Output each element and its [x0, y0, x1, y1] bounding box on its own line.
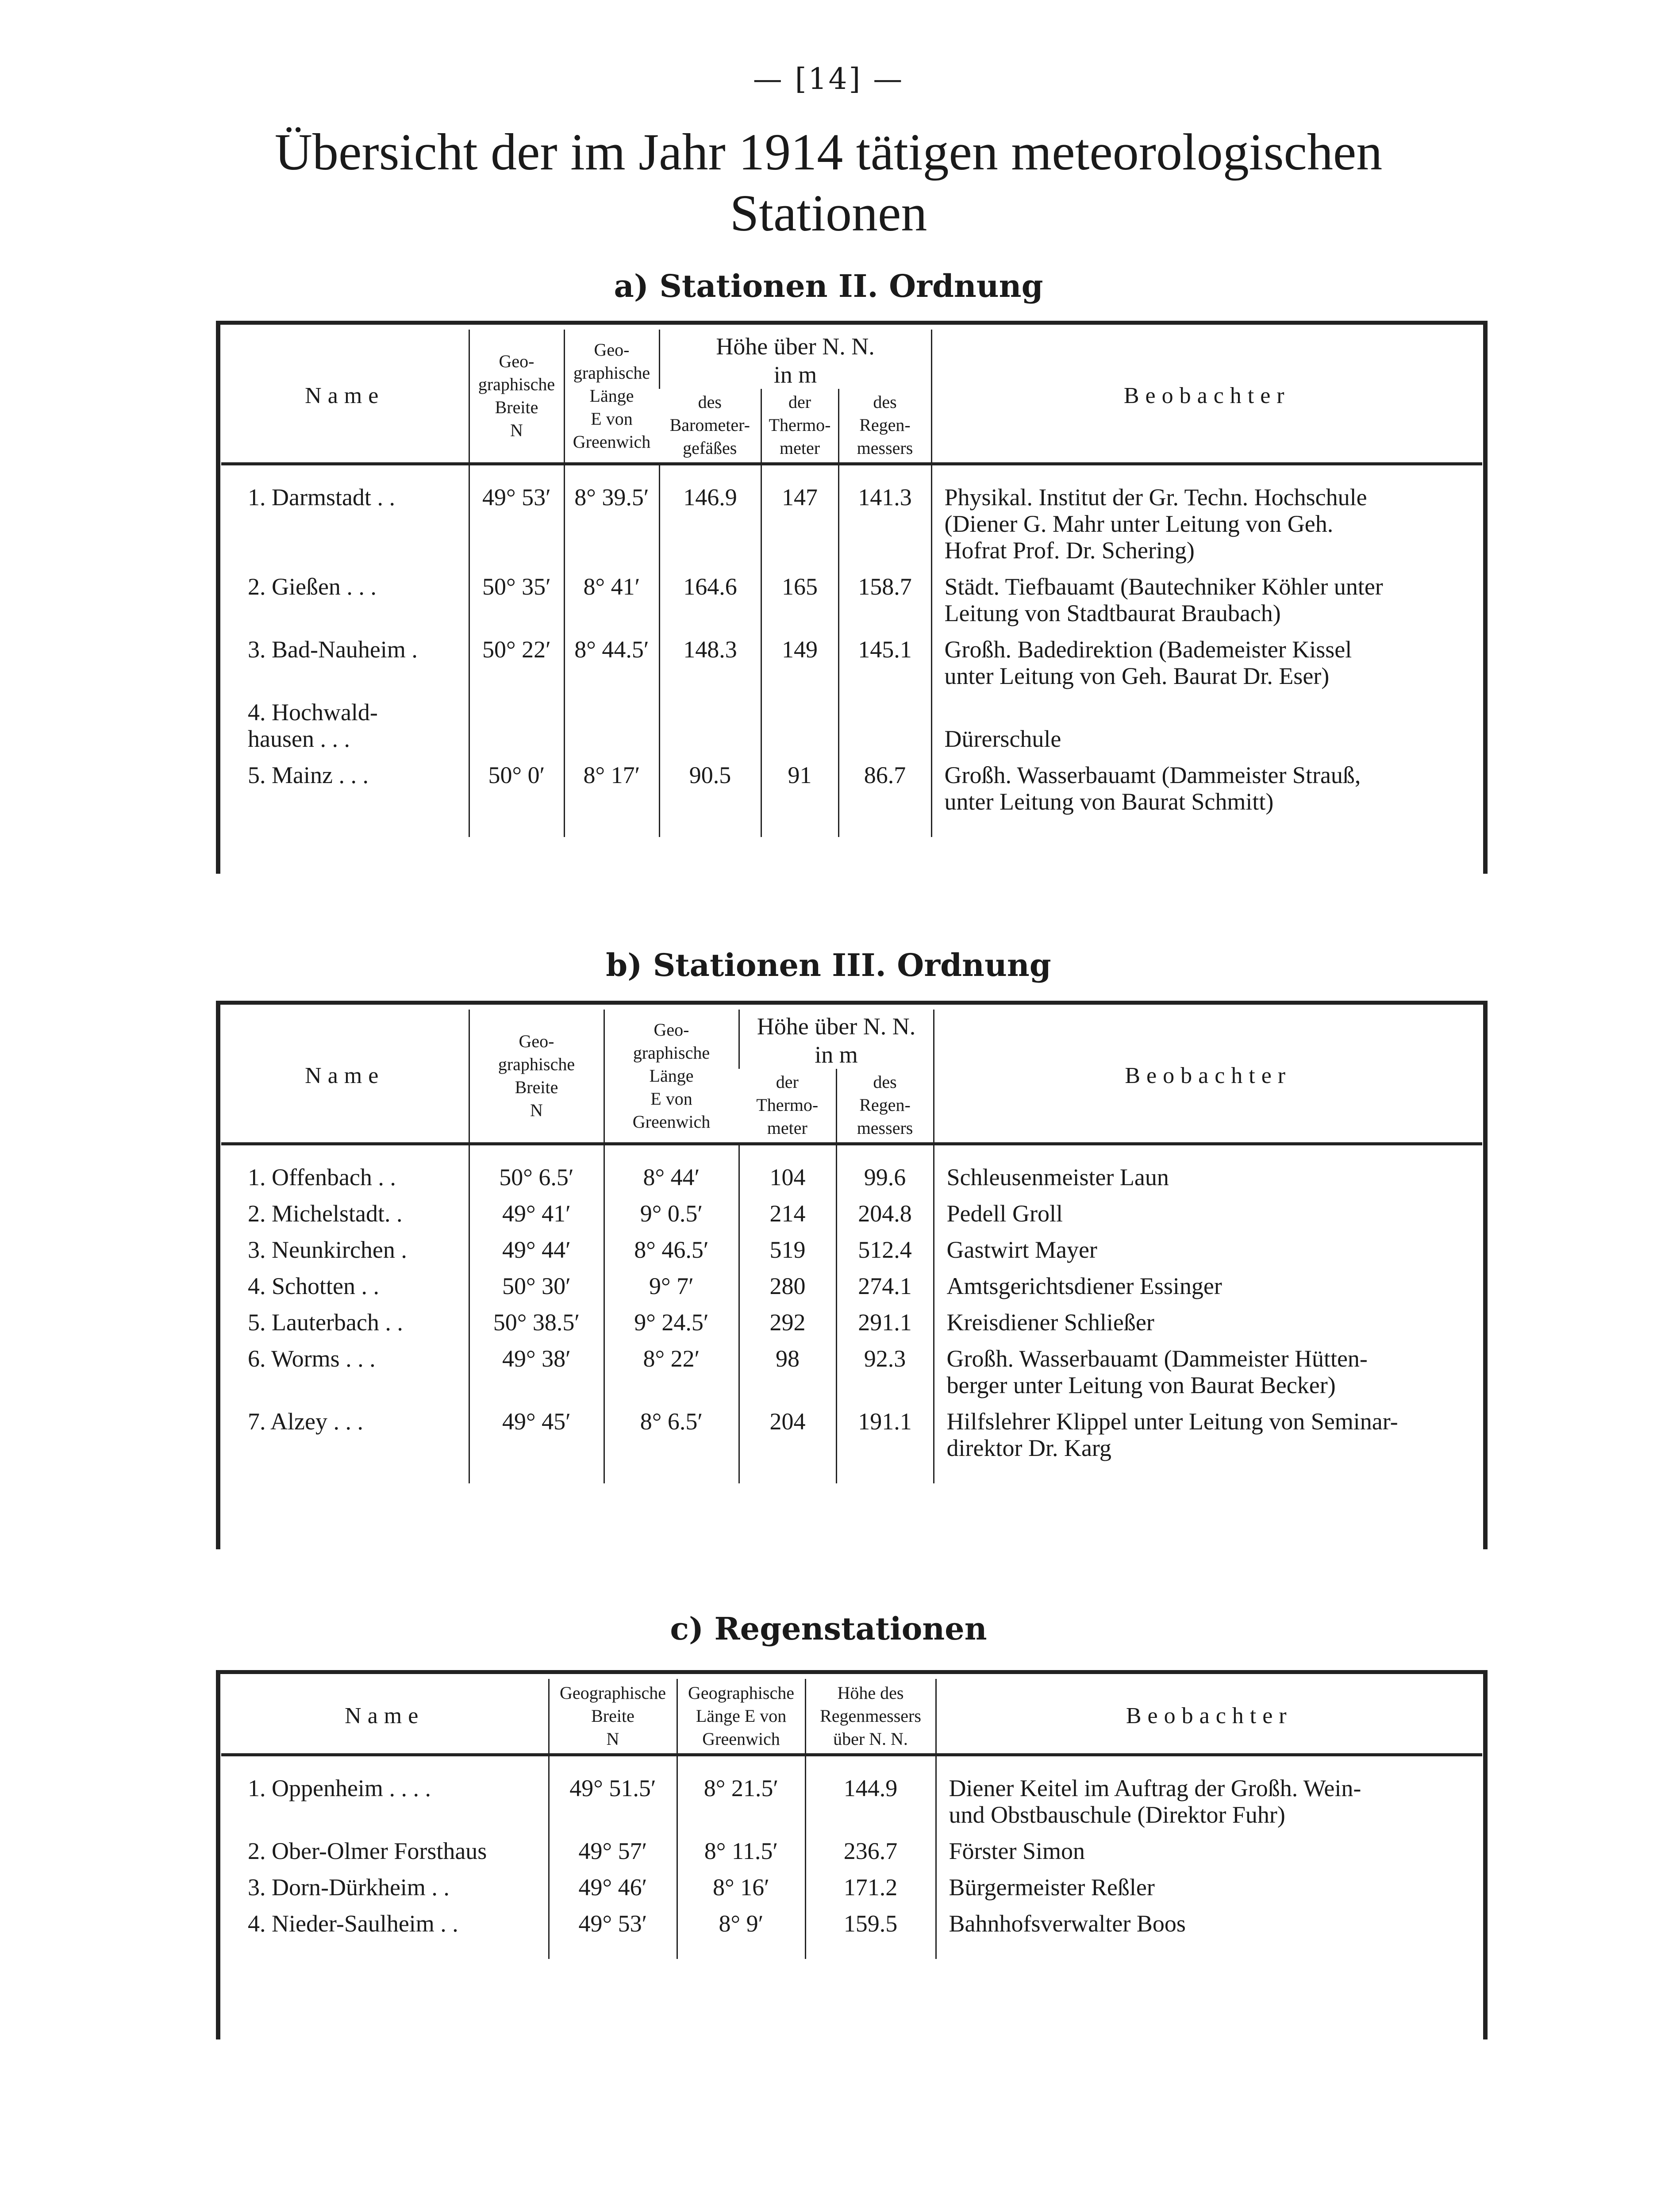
header-name: Name [221, 330, 469, 464]
header-breite: Geo- graphische Breite N [469, 330, 564, 464]
cell-thermo: 204 [739, 1403, 836, 1466]
cell-name: 1. Offenbach . . [248, 1164, 396, 1190]
section-b-rows [221, 1144, 1482, 1484]
cell-name: 4. Schotten . . [248, 1273, 379, 1299]
cell-laenge: 8° 21.5′ [677, 1770, 805, 1832]
header-beobachter: Beobachter [931, 330, 1482, 464]
header-beobachter: Beobachter [934, 1010, 1482, 1144]
cell-name: 2. Gießen . . . [248, 573, 377, 600]
header-thermometer: der Thermo- meter [739, 1069, 836, 1144]
cell-thermo: 292 [739, 1304, 836, 1340]
spacer-row [221, 464, 1482, 479]
cell-laenge: 8° 9′ [677, 1905, 805, 1941]
cell-regen: 158.7 [838, 568, 931, 631]
station-row [221, 1267, 1482, 1304]
section-a-left-rule [216, 321, 220, 874]
cell-name: 2. Ober-Olmer Forsthaus [248, 1838, 487, 1864]
tail-row [221, 819, 1482, 837]
section-b-title: b) Stationen III. Ordnung [606, 947, 1051, 983]
station-row [221, 1403, 1482, 1466]
cell-thermo: 147 [761, 479, 838, 568]
cell-laenge [564, 694, 659, 757]
cell-name: 7. Alzey . . . [248, 1408, 363, 1435]
cell-thermo: 519 [739, 1231, 836, 1267]
cell-baro: 90.5 [659, 757, 761, 819]
cell-thermo: 280 [739, 1267, 836, 1304]
cell-breite: 49° 53′ [469, 479, 564, 568]
cell-laenge: 8° 11.5′ [677, 1832, 805, 1869]
section-c-left-rule [216, 1670, 220, 2039]
cell-breite [469, 694, 564, 757]
cell-name: 3. Neunkirchen . [248, 1237, 407, 1263]
cell-thermo: 91 [761, 757, 838, 819]
cell-beobachter: Amtsgerichtsdiener Essinger [934, 1267, 1482, 1304]
header-name: Name [221, 1010, 469, 1144]
station-row [221, 1832, 1482, 1869]
cell-laenge: 8° 22′ [604, 1340, 739, 1403]
cell-breite: 50° 6.5′ [469, 1159, 604, 1195]
cell-breite: 49° 53′ [549, 1905, 677, 1941]
station-row [221, 1869, 1482, 1905]
header-hoehe: Höhe über N. N. in m [739, 1010, 934, 1069]
section-b-table [221, 1010, 1482, 1483]
station-row [221, 1304, 1482, 1340]
section-b-left-rule [216, 1001, 220, 1549]
cell-breite: 49° 57′ [549, 1832, 677, 1869]
section-c-rows [221, 1755, 1482, 1959]
cell-beobachter: Großh. Wasserbauamt (Dammeister Strauß, unter Leitung von Baurat Schmitt) [931, 757, 1482, 819]
cell-thermo: 104 [739, 1159, 836, 1195]
cell-regen: 141.3 [838, 479, 931, 568]
cell-thermo: 98 [739, 1340, 836, 1403]
cell-regen: 86.7 [838, 757, 931, 819]
cell-beobachter: Städt. Tiefbauamt (Bautechniker Köhler unter Leitung von Stadtbaurat Braubach) [931, 568, 1482, 631]
cell-name: 4. Nieder-Saulheim . . [248, 1910, 458, 1937]
cell-baro: 148.3 [659, 631, 761, 694]
cell-name: 5. Mainz . . . [248, 762, 369, 788]
section-a-rows [221, 464, 1482, 837]
cell-regen: 145.1 [838, 631, 931, 694]
cell-laenge: 8° 44.5′ [564, 631, 659, 694]
section-c-top-rule [216, 1670, 1487, 1674]
cell-hoehe: 159.5 [805, 1905, 936, 1941]
cell-name: 2. Michelstadt. . [248, 1200, 403, 1227]
header-thermometer: der Thermo- meter [761, 389, 838, 464]
cell-beobachter: Großh. Badedirektion (Bademeister Kissel unter Leitung von Geh. Baurat Dr. Eser) [931, 631, 1482, 694]
cell-laenge: 8° 16′ [677, 1869, 805, 1905]
station-row [221, 1159, 1482, 1195]
station-row [221, 631, 1482, 694]
cell-name: 3. Dorn-Dürkheim . . [248, 1874, 450, 1901]
station-row [221, 1340, 1482, 1403]
cell-beobachter: Physikal. Institut der Gr. Techn. Hochschule (Diener G. Mahr unter Leitung von Geh. Hofrat Prof. Dr. Schering) [931, 479, 1482, 568]
station-row [221, 1195, 1482, 1231]
header-breite: Geo- graphische Breite N [469, 1010, 604, 1144]
section-a-title: a) Stationen II. Ordnung [614, 268, 1043, 304]
cell-beobachter: Großh. Wasserbauamt (Dammeister Hütten- berger unter Leitung von Baurat Becker) [934, 1340, 1482, 1403]
cell-laenge: 8° 17′ [564, 757, 659, 819]
cell-baro [659, 694, 761, 757]
cell-hoehe: 171.2 [805, 1869, 936, 1905]
cell-name: 1. Oppenheim . . . . [248, 1775, 431, 1801]
cell-regen: 99.6 [836, 1159, 934, 1195]
cell-breite: 50° 38.5′ [469, 1304, 604, 1340]
cell-thermo: 214 [739, 1195, 836, 1231]
cell-beobachter: Bahnhofsverwalter Boos [936, 1905, 1482, 1941]
station-row [221, 1905, 1482, 1941]
cell-beobachter: Pedell Groll [934, 1195, 1482, 1231]
section-a-top-rule [216, 321, 1487, 325]
cell-breite: 49° 38′ [469, 1340, 604, 1403]
cell-breite: 50° 35′ [469, 568, 564, 631]
header-regenmesser: des Regen- messers [838, 389, 931, 464]
header-laenge: Geo- graphische Länge E von Greenwich [604, 1010, 739, 1144]
spacer-row [221, 1755, 1482, 1770]
station-row [221, 757, 1482, 819]
header-laenge: Geographische Länge E von Greenwich [677, 1679, 805, 1755]
station-row [221, 1231, 1482, 1267]
cell-beobachter: Diener Keitel im Auftrag der Großh. Wein- und Obstbauschule (Direktor Fuhr) [936, 1770, 1482, 1832]
title-line-2: Stationen [730, 184, 927, 242]
cell-name: 4. Hochwald- hausen . . . [248, 699, 378, 752]
cell-beobachter: Kreisdiener Schließer [934, 1304, 1482, 1340]
cell-laenge: 8° 41′ [564, 568, 659, 631]
cell-laenge: 8° 39.5′ [564, 479, 659, 568]
cell-laenge: 8° 6.5′ [604, 1403, 739, 1466]
cell-name: 6. Worms . . . [248, 1345, 376, 1372]
cell-laenge: 9° 24.5′ [604, 1304, 739, 1340]
cell-breite: 50° 30′ [469, 1267, 604, 1304]
cell-baro: 164.6 [659, 568, 761, 631]
station-row [221, 479, 1482, 568]
section-a-right-rule [1483, 321, 1488, 874]
header-name: Name [221, 1679, 549, 1755]
cell-hoehe: 144.9 [805, 1770, 936, 1832]
cell-breite: 50° 22′ [469, 631, 564, 694]
header-hoehe: Höhe über N. N. in m [659, 330, 931, 389]
cell-laenge: 9° 7′ [604, 1267, 739, 1304]
cell-beobachter: Hilfslehrer Klippel unter Leitung von Seminar- direktor Dr. Karg [934, 1403, 1482, 1466]
cell-beobachter: Dürerschule [931, 694, 1482, 757]
cell-regen: 291.1 [836, 1304, 934, 1340]
cell-regen [838, 694, 931, 757]
cell-breite: 49° 44′ [469, 1231, 604, 1267]
cell-beobachter: Förster Simon [936, 1832, 1482, 1869]
station-row [221, 568, 1482, 631]
cell-beobachter: Schleusenmeister Laun [934, 1159, 1482, 1195]
tail-row [221, 1941, 1482, 1959]
section-c-title: c) Regenstationen [670, 1610, 987, 1647]
cell-regen: 274.1 [836, 1267, 934, 1304]
header-beobachter: Beobachter [936, 1679, 1482, 1755]
cell-regen: 512.4 [836, 1231, 934, 1267]
cell-breite: 50° 0′ [469, 757, 564, 819]
cell-regen: 92.3 [836, 1340, 934, 1403]
cell-name: 5. Lauterbach . . [248, 1309, 403, 1336]
tail-row [221, 1466, 1482, 1483]
cell-breite: 49° 41′ [469, 1195, 604, 1231]
section-b-top-rule [216, 1001, 1487, 1005]
header-regenmesser: des Regen- messers [836, 1069, 934, 1144]
header-hoehe: Höhe des Regenmessers über N. N. [805, 1679, 936, 1755]
cell-name: 1. Darmstadt . . [248, 484, 395, 511]
cell-name: 3. Bad-Nauheim . [248, 636, 418, 663]
cell-thermo: 165 [761, 568, 838, 631]
station-row [221, 694, 1482, 757]
cell-beobachter: Bürgermeister Reßler [936, 1869, 1482, 1905]
cell-regen: 204.8 [836, 1195, 934, 1231]
page-title [88, 122, 1569, 244]
section-c-table [221, 1679, 1482, 1959]
title-line-1: Übersicht der im Jahr 1914 tätigen meteorologischen [274, 123, 1383, 181]
section-c-right-rule [1483, 1670, 1488, 2039]
header-barometer: des Barometer- gefäßes [659, 389, 761, 464]
header-laenge: Geo- graphische Länge E von Greenwich [564, 330, 659, 464]
cell-beobachter: Gastwirt Mayer [934, 1231, 1482, 1267]
section-a-table [221, 330, 1482, 837]
cell-laenge: 8° 44′ [604, 1159, 739, 1195]
cell-thermo [761, 694, 838, 757]
cell-baro: 146.9 [659, 479, 761, 568]
cell-breite: 49° 46′ [549, 1869, 677, 1905]
header-breite: Geographische Breite N [549, 1679, 677, 1755]
spacer-row [221, 1144, 1482, 1159]
cell-regen: 191.1 [836, 1403, 934, 1466]
section-b-right-rule [1483, 1001, 1488, 1549]
page-number: — [14] — [753, 62, 904, 96]
cell-laenge: 9° 0.5′ [604, 1195, 739, 1231]
cell-breite: 49° 51.5′ [549, 1770, 677, 1832]
cell-laenge: 8° 46.5′ [604, 1231, 739, 1267]
station-row [221, 1770, 1482, 1832]
cell-thermo: 149 [761, 631, 838, 694]
cell-breite: 49° 45′ [469, 1403, 604, 1466]
cell-hoehe: 236.7 [805, 1832, 936, 1869]
